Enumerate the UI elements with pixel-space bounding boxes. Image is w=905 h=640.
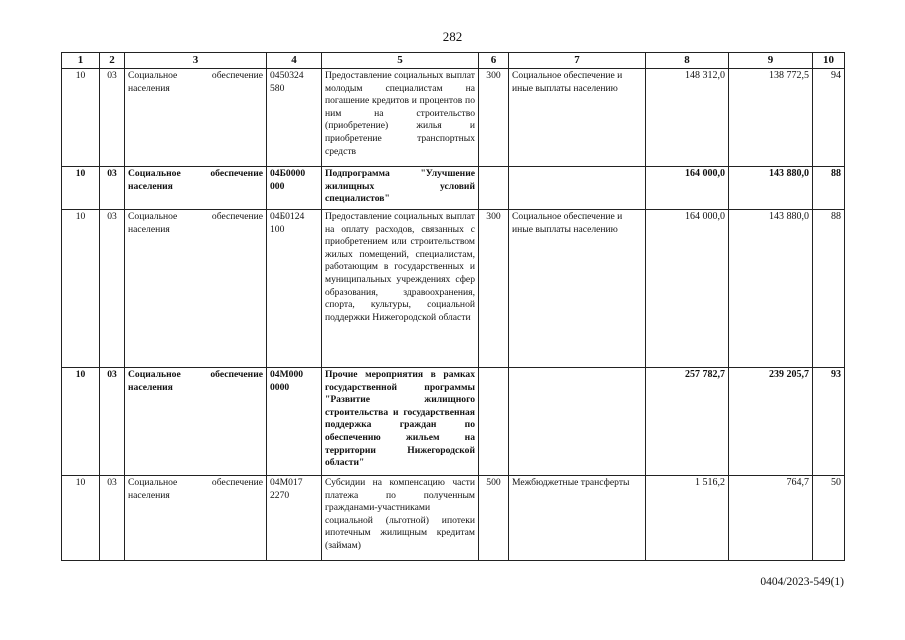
column-header: 3: [125, 53, 267, 69]
planned-amount: 1 516,2: [646, 476, 729, 561]
expense-type-name: Социальное обеспечение и иные выплаты населению: [509, 210, 646, 368]
executed-amount: 764,7: [729, 476, 813, 561]
execution-percent: 88: [813, 167, 845, 210]
section-code: 10: [62, 167, 100, 210]
table-row: [62, 210, 845, 368]
subsection-code: 03: [100, 368, 125, 476]
execution-percent: 94: [813, 69, 845, 167]
executed-amount: 239 205,7: [729, 368, 813, 476]
table-row: [62, 476, 845, 561]
target-article-name: Прочие мероприятия в рамках государственной программы "Развитие жилищного строительства и государственная поддержка граждан по обеспечению жильем на территории Нижегородской области": [322, 368, 479, 476]
expense-type-code: 300: [479, 69, 509, 167]
planned-amount: 148 312,0: [646, 69, 729, 167]
expense-type-code: 500: [479, 476, 509, 561]
table-header-row: [62, 53, 845, 69]
column-header: 8: [646, 53, 729, 69]
section-code: 10: [62, 476, 100, 561]
target-article-code: 04М017 2270: [267, 476, 322, 561]
planned-amount: 164 000,0: [646, 210, 729, 368]
subsection-code: 03: [100, 210, 125, 368]
section-name: Социальное обеспечение населения: [125, 476, 267, 561]
target-article-code: 04М000 0000: [267, 368, 322, 476]
section-code: 10: [62, 69, 100, 167]
column-header: 9: [729, 53, 813, 69]
target-article-code: 04Б0124 100: [267, 210, 322, 368]
subsection-code: 03: [100, 476, 125, 561]
execution-percent: 50: [813, 476, 845, 561]
expense-type-code: [479, 167, 509, 210]
target-article-name: Предоставление социальных выплат молодым специалистам на погашение кредитов и процентов по ним на строительство (приобретение) жилья и приобретение транспортных средств: [322, 69, 479, 167]
expense-type-code: [479, 368, 509, 476]
target-article-code: 04Б0000 000: [267, 167, 322, 210]
table-row: [62, 69, 845, 167]
budget-table: [61, 52, 845, 561]
subsection-code: 03: [100, 69, 125, 167]
expense-type-name: Социальное обеспечение и иные выплаты населению: [509, 69, 646, 167]
target-article-code: 0450324 580: [267, 69, 322, 167]
section-name: Социальное обеспечение населения: [125, 69, 267, 167]
document-id: 0404/2023-549(1): [760, 576, 844, 588]
expense-type-code: 300: [479, 210, 509, 368]
target-article-name: Подпрограмма "Улучшение жилищных условий специалистов": [322, 167, 479, 210]
planned-amount: 257 782,7: [646, 368, 729, 476]
executed-amount: 143 880,0: [729, 167, 813, 210]
column-header: 2: [100, 53, 125, 69]
column-header: 4: [267, 53, 322, 69]
planned-amount: 164 000,0: [646, 167, 729, 210]
section-code: 10: [62, 210, 100, 368]
table-row: [62, 368, 845, 476]
column-header: 1: [62, 53, 100, 69]
expense-type-name: Межбюджетные трансферты: [509, 476, 646, 561]
section-name: Социальное обеспечение населения: [125, 210, 267, 368]
executed-amount: 138 772,5: [729, 69, 813, 167]
executed-amount: 143 880,0: [729, 210, 813, 368]
subsection-code: 03: [100, 167, 125, 210]
column-header: 6: [479, 53, 509, 69]
section-code: 10: [62, 368, 100, 476]
column-header: 5: [322, 53, 479, 69]
section-name: Социальное обеспечение населения: [125, 167, 267, 210]
section-name: Социальное обеспечение населения: [125, 368, 267, 476]
expense-type-name: [509, 368, 646, 476]
execution-percent: 93: [813, 368, 845, 476]
expense-type-name: [509, 167, 646, 210]
column-header: 7: [509, 53, 646, 69]
table-row: [62, 167, 845, 210]
target-article-name: Субсидии на компенсацию части платежа по полученным гражданами-участниками социальной (льготной) ипотеки ипотечным жилищным кредитам (займам): [322, 476, 479, 561]
page-number: 282: [442, 29, 463, 44]
column-header: 10: [813, 53, 845, 69]
target-article-name: Предоставление социальных выплат на оплату расходов, связанных с приобретением или строительством жилых помещений, специалистам, работающим в государственных и муниципальных учреждениях сфер образования, здравоохранения, спорта, культуры, социальной поддержки Нижегородской области: [322, 210, 479, 368]
execution-percent: 88: [813, 210, 845, 368]
